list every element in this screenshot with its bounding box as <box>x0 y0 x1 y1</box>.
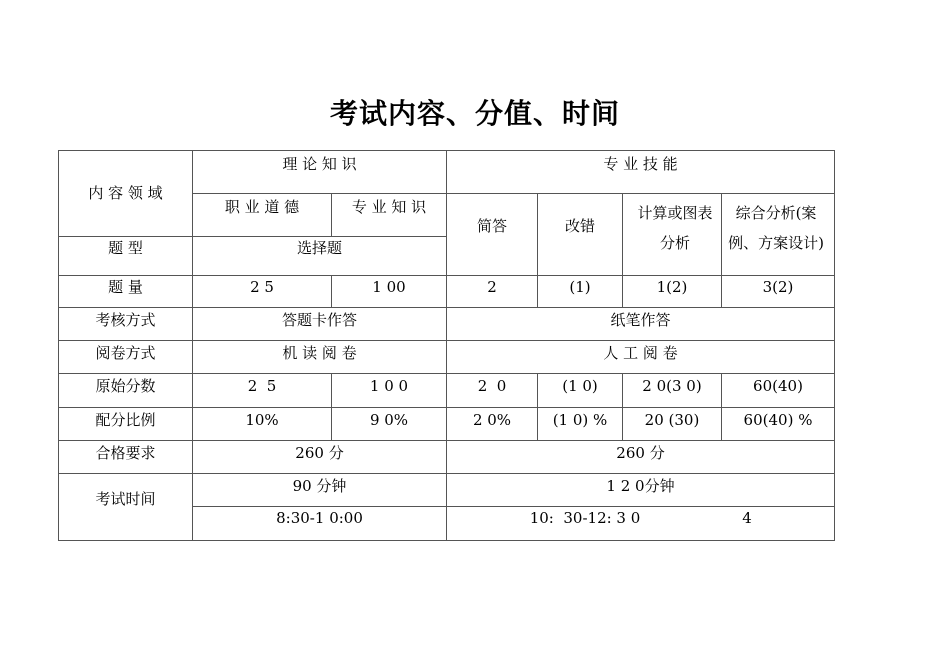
row-ratio-comp: 60(40) % <box>743 410 813 429</box>
row-count-knowledge: 1 00 <box>372 277 406 296</box>
row-grading-skills: 人 工 阅 卷 <box>603 343 678 362</box>
row-ratio-label: 配分比例 <box>95 410 156 429</box>
row-pass-skills: 260 分 <box>616 443 665 462</box>
header-comprehensive: 综合分析(案例、方案设计) <box>728 204 824 252</box>
header-skills: 专 业 技 能 <box>603 154 678 173</box>
row-raw-knowledge: 1 0 0 <box>369 376 409 395</box>
document-title: 考试内容、分值、时间 <box>329 97 620 130</box>
row-pass-label: 合格要求 <box>95 443 156 462</box>
row-count-comp: 3(2) <box>762 277 794 296</box>
header-short-answer: 简答 <box>476 217 507 235</box>
row-method-label: 考核方式 <box>95 310 156 329</box>
row-ratio-ethics: 10% <box>245 410 279 429</box>
row-time-label: 考试时间 <box>95 489 156 508</box>
header-ethics: 职 业 道 德 <box>224 197 300 216</box>
row-time-skills-duration: 1 2 0分钟 <box>606 476 675 495</box>
row-raw-correction: (1 0) <box>562 376 598 395</box>
row-pass-theory: 260 分 <box>295 443 344 462</box>
row-raw-short: 2 0 <box>477 376 507 395</box>
row-ratio-short: 2 0% <box>472 410 512 429</box>
row-time-skills-clock: 10: 30-12: 3 0 <box>529 508 641 527</box>
row-count-correction: (1) <box>569 277 591 296</box>
row-time-skills-extra: 4 <box>742 508 752 527</box>
row-count-label: 题 量 <box>108 277 143 296</box>
row-grading-theory: 机 读 阅 卷 <box>282 343 357 362</box>
header-multiple-choice: 选择题 <box>296 238 342 257</box>
header-content-area: 内 容 领 域 <box>88 184 163 202</box>
row-grading-label: 阅卷方式 <box>95 343 156 362</box>
row-count-ethics: 2 5 <box>250 277 274 296</box>
header-correction: 改错 <box>564 217 595 235</box>
row-ratio-calc: 20 (30) <box>644 410 700 429</box>
row-count-short: 2 <box>487 277 497 296</box>
header-theory: 理 论 知 识 <box>282 154 357 173</box>
row-raw-ethics: 2 5 <box>247 376 277 395</box>
row-count-calc: 1(2) <box>656 277 688 296</box>
row-raw-calc: 2 0(3 0) <box>642 376 702 395</box>
row-ratio-knowledge: 9 0% <box>369 410 409 429</box>
row-raw-label: 原始分数 <box>95 376 156 395</box>
row-ratio-correction: (1 0) % <box>552 410 608 429</box>
row-time-theory-duration: 90 分钟 <box>292 476 347 495</box>
row-raw-comp: 60(40) <box>753 376 803 395</box>
row-time-theory-clock: 8:30-1 0:00 <box>276 508 363 527</box>
header-knowledge: 专 业 知 识 <box>351 197 427 216</box>
row-method-theory: 答题卡作答 <box>281 310 357 329</box>
row-method-skills: 纸笔作答 <box>610 310 671 329</box>
header-question-type: 题 型 <box>108 238 143 257</box>
header-calc-chart: 计算或图表分析 <box>637 204 713 252</box>
